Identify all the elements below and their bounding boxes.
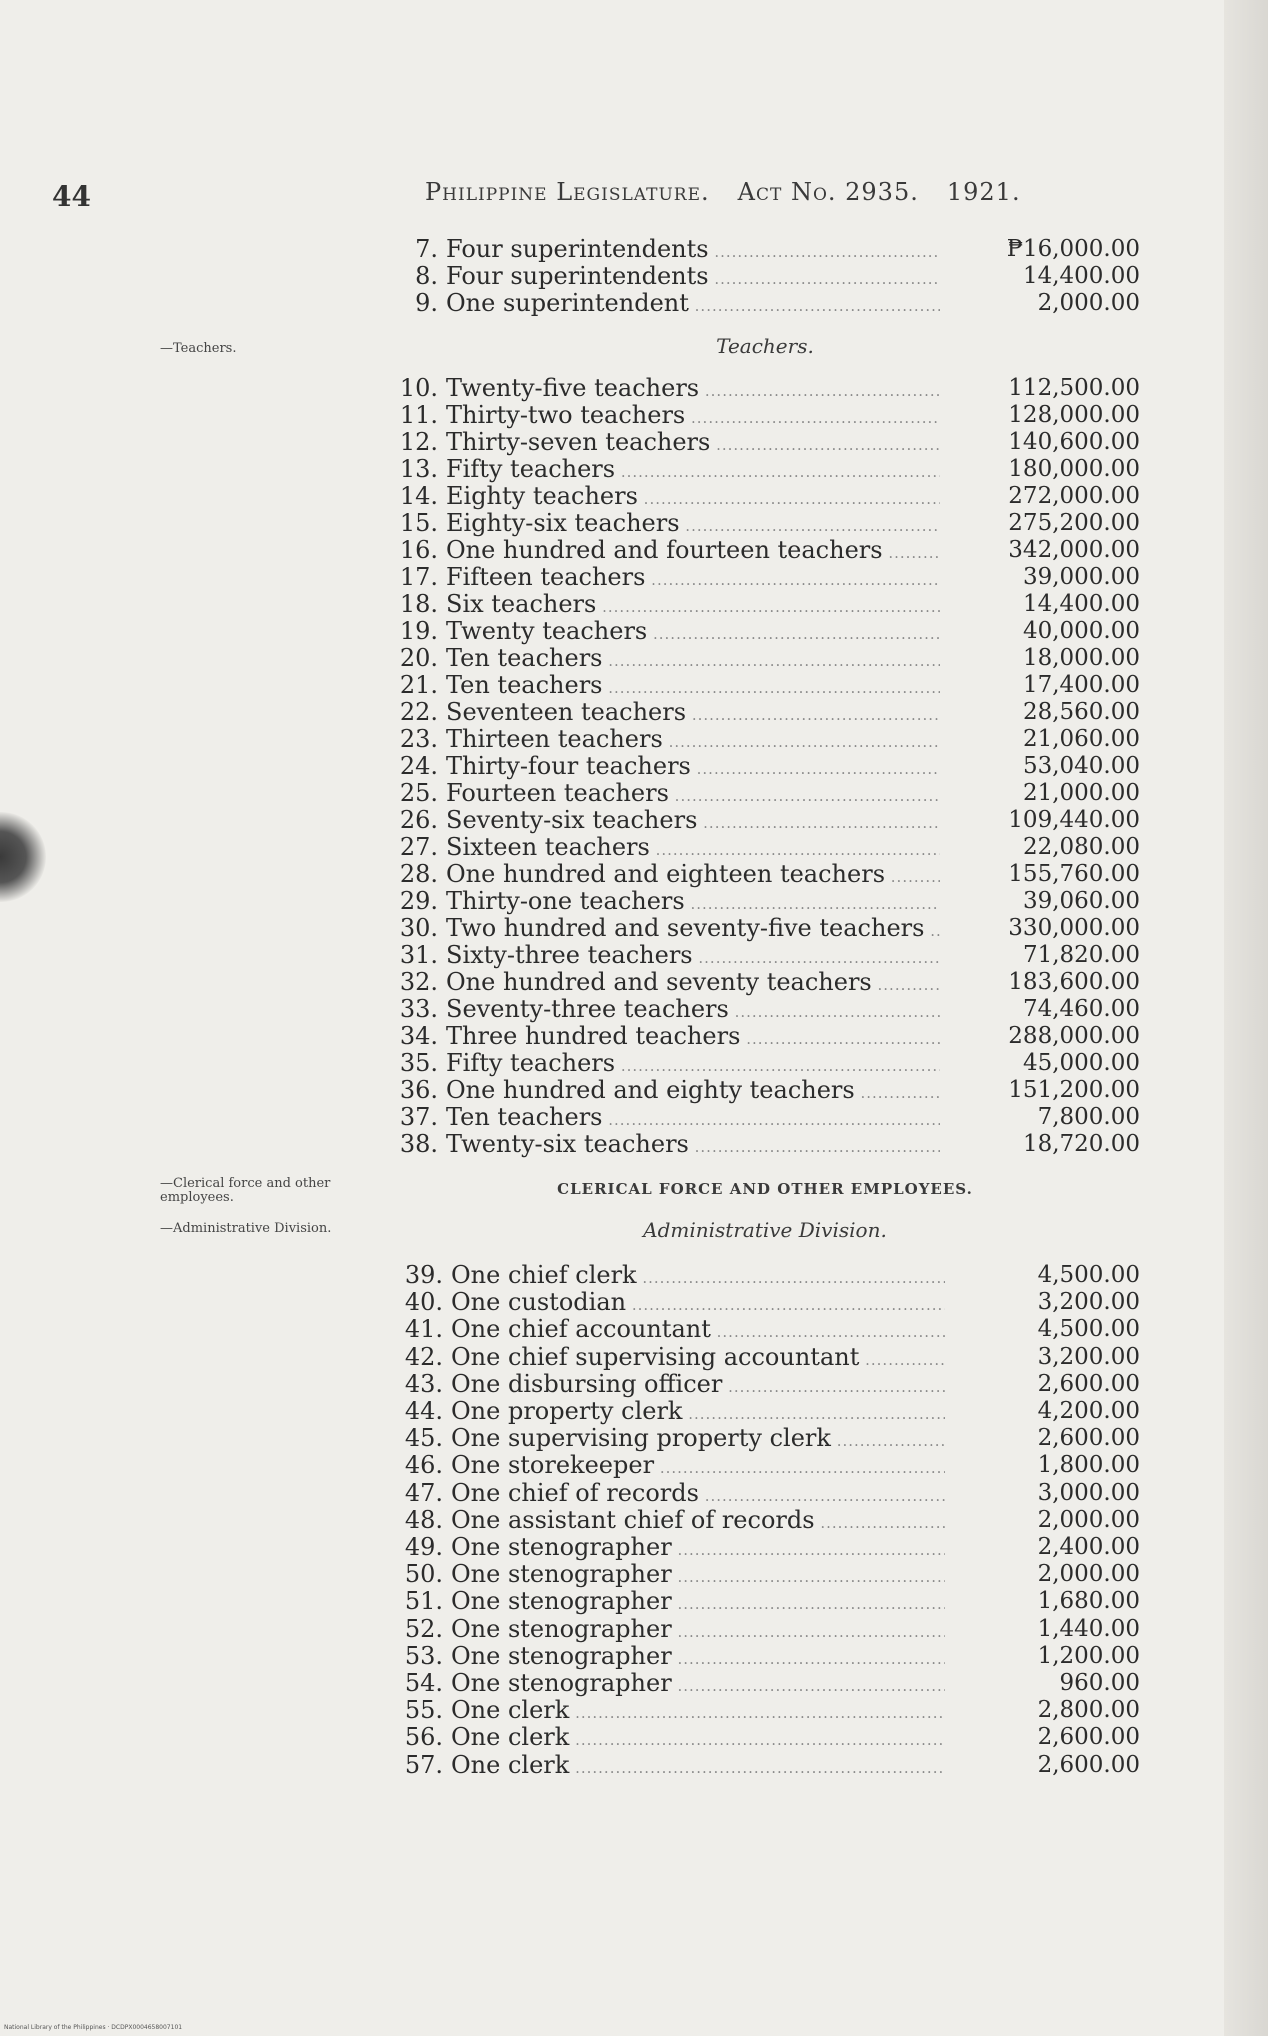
list-item — [390, 290, 1140, 317]
item-number: 39. — [404, 1261, 443, 1289]
item-description: Thirty-two teachers ..... — [446, 402, 940, 432]
item-number: 44. — [404, 1397, 443, 1425]
list-item — [390, 1023, 1140, 1050]
list-item — [390, 861, 1140, 888]
item-amount: 7,800.00 — [1037, 1104, 1140, 1130]
list-item — [390, 942, 1140, 969]
item-amount: 112,500.00 — [1008, 375, 1140, 401]
list-item — [395, 1398, 1145, 1425]
thumb-smudge — [0, 812, 46, 902]
list-item — [390, 483, 1140, 510]
list-item — [390, 537, 1140, 564]
item-description: Eighty teachers ..... — [446, 483, 940, 513]
item-description: Ten teachers ..... — [446, 645, 940, 675]
item-number: 8. — [415, 262, 438, 290]
list-item — [395, 1425, 1145, 1452]
item-description: One stenographer ..... — [451, 1643, 945, 1673]
item-amount: 2,600.00 — [1037, 1751, 1140, 1778]
item-description: Thirty-four teachers ..... — [446, 753, 940, 783]
list-item — [395, 1289, 1145, 1316]
item-number: 43. — [404, 1369, 443, 1398]
item-description: Eighty-six teachers ..... — [446, 510, 940, 540]
item-amount: 140,600.00 — [1008, 429, 1140, 455]
item-description: One stenographer ..... — [451, 1534, 945, 1564]
item-amount: 1,440.00 — [1037, 1615, 1140, 1642]
item-number: 33. — [399, 995, 438, 1023]
list-item — [395, 1616, 1145, 1643]
item-amount: 2,000.00 — [1037, 1561, 1140, 1588]
item-number: 22. — [399, 698, 438, 726]
page-number: 44 — [52, 180, 91, 213]
act-number: Act No. 2935. — [737, 178, 919, 206]
item-amount: 22,080.00 — [1022, 834, 1140, 860]
list-item — [390, 1077, 1140, 1104]
item-description: One clerk ..... — [451, 1724, 945, 1754]
list-item — [390, 915, 1140, 942]
list-item — [390, 510, 1140, 537]
list-item — [390, 1131, 1140, 1158]
item-amount: 14,400.00 — [1022, 591, 1140, 617]
item-number: 18. — [399, 590, 438, 618]
item-description: One stenographer ..... — [451, 1670, 945, 1700]
item-number: 17. — [399, 563, 438, 591]
item-amount: ₱16,000.00 — [1006, 236, 1140, 262]
item-description: Six teachers ..... — [446, 591, 940, 621]
list-item — [390, 1104, 1140, 1131]
item-description: One hundred and fourteen teachers ..... — [446, 537, 940, 567]
item-amount: 28,560.00 — [1022, 699, 1140, 725]
list-item — [395, 1534, 1145, 1561]
list-item — [395, 1752, 1145, 1779]
item-amount: 151,200.00 — [1008, 1077, 1140, 1103]
item-description: One chief accountant ..... — [451, 1316, 945, 1346]
item-description: One chief clerk ..... — [451, 1262, 945, 1292]
item-amount: 4,500.00 — [1037, 1262, 1140, 1288]
item-description: One disbursing officer ..... — [451, 1371, 945, 1401]
list-item — [390, 645, 1140, 672]
item-number: 26. — [399, 806, 438, 834]
item-amount: 18,000.00 — [1022, 645, 1140, 671]
item-description: Two hundred and seventy-five teachers ..... — [446, 915, 940, 945]
item-number: 51. — [404, 1587, 443, 1616]
item-description: One hundred and eighty teachers ..... — [446, 1077, 940, 1107]
item-amount: 3,200.00 — [1037, 1289, 1140, 1316]
item-amount: 330,000.00 — [1008, 915, 1140, 941]
item-amount: 1,680.00 — [1037, 1588, 1140, 1615]
item-number: 35. — [399, 1049, 438, 1077]
item-amount: 2,600.00 — [1037, 1425, 1140, 1452]
item-description: Ten teachers ..... — [446, 672, 940, 702]
item-amount: 1,200.00 — [1037, 1642, 1140, 1669]
item-description: Three hundred teachers ..... — [446, 1023, 940, 1053]
item-number: 36. — [399, 1076, 438, 1104]
item-amount: 183,600.00 — [1008, 969, 1140, 995]
item-amount: 2,600.00 — [1037, 1370, 1140, 1397]
list-item — [395, 1262, 1145, 1289]
item-amount: 18,720.00 — [1022, 1131, 1140, 1157]
item-description: One custodian ..... — [451, 1289, 945, 1319]
footer-credit: National Library of the Philippines · DCDPX0004658007101 — [4, 2024, 183, 2031]
item-number: 42. — [404, 1342, 443, 1371]
item-description: One chief of records ..... — [451, 1480, 945, 1510]
item-description: One hundred and seventy teachers ..... — [446, 969, 940, 999]
list-item — [390, 672, 1140, 699]
item-amount: 2,800.00 — [1037, 1697, 1140, 1724]
item-number: 20. — [399, 644, 438, 672]
item-number: 40. — [404, 1288, 443, 1317]
list-item — [390, 456, 1140, 483]
item-number: 37. — [399, 1103, 438, 1131]
list-item — [390, 969, 1140, 996]
item-number: 30. — [399, 914, 438, 942]
item-number: 45. — [404, 1424, 443, 1453]
item-description: Four superintendents ..... — [446, 263, 940, 293]
list-item — [390, 236, 1140, 263]
item-number: 13. — [399, 455, 438, 483]
item-description: One clerk ..... — [451, 1752, 945, 1782]
item-description: Thirty-one teachers ..... — [446, 888, 940, 918]
list-item — [395, 1588, 1145, 1615]
item-description: Sixteen teachers ..... — [446, 834, 940, 864]
section-title-administrative: Administrative Division. — [643, 1218, 887, 1242]
item-amount: 4,200.00 — [1037, 1398, 1140, 1424]
item-amount: 17,400.00 — [1022, 672, 1140, 698]
item-amount: 45,000.00 — [1022, 1050, 1140, 1076]
item-description: Fifty teachers ..... — [446, 1050, 940, 1080]
page-edge-shadow — [1224, 0, 1268, 2036]
item-description: Seventy-six teachers ..... — [446, 807, 940, 837]
item-amount: 2,000.00 — [1037, 290, 1140, 316]
item-amount: 272,000.00 — [1008, 483, 1140, 509]
item-amount: 128,000.00 — [1008, 402, 1140, 428]
item-amount: 3,000.00 — [1037, 1479, 1140, 1506]
item-number: 56. — [404, 1723, 443, 1752]
item-amount: 155,760.00 — [1008, 861, 1140, 887]
item-number: 57. — [404, 1750, 443, 1779]
item-description: One clerk ..... — [451, 1697, 945, 1727]
item-amount: 21,000.00 — [1022, 780, 1140, 806]
item-description: Sixty-three teachers ..... — [446, 942, 940, 972]
item-number: 53. — [404, 1641, 443, 1670]
item-number: 41. — [404, 1315, 443, 1344]
list-item — [395, 1561, 1145, 1588]
item-amount: 40,000.00 — [1022, 618, 1140, 644]
list-item — [390, 564, 1140, 591]
list-item — [390, 834, 1140, 861]
item-number: 16. — [399, 536, 438, 564]
item-description: Fifteen teachers ..... — [446, 564, 940, 594]
list-item — [390, 753, 1140, 780]
item-description: One assistant chief of records ..... — [451, 1507, 945, 1537]
item-amount: 2,000.00 — [1037, 1506, 1140, 1533]
item-description: One stenographer ..... — [451, 1588, 945, 1618]
item-description: Thirty-seven teachers ..... — [446, 429, 940, 459]
list-item — [390, 375, 1140, 402]
list-item — [395, 1724, 1145, 1751]
item-number: 50. — [404, 1560, 443, 1589]
item-number: 28. — [399, 860, 438, 888]
list-item — [395, 1452, 1145, 1479]
item-number: 15. — [399, 509, 438, 537]
list-item — [395, 1507, 1145, 1534]
item-description: Four superintendents ..... — [446, 236, 940, 266]
list-item — [390, 726, 1140, 753]
margin-note-teachers: —Teachers. — [160, 341, 237, 356]
list-item — [390, 591, 1140, 618]
list-item — [390, 996, 1140, 1023]
item-amount: 4,500.00 — [1037, 1316, 1140, 1343]
item-description: One property clerk ..... — [451, 1398, 945, 1428]
list-item — [395, 1643, 1145, 1670]
item-number: 54. — [404, 1669, 443, 1697]
item-number: 10. — [399, 374, 438, 402]
item-number: 27. — [399, 833, 438, 861]
item-number: 25. — [399, 779, 438, 807]
item-number: 47. — [404, 1478, 443, 1507]
list-item — [390, 807, 1140, 834]
item-description: Twenty-six teachers ..... — [446, 1131, 940, 1161]
item-amount: 960.00 — [1059, 1670, 1140, 1696]
list-item — [395, 1480, 1145, 1507]
list-item — [395, 1697, 1145, 1724]
item-description: Fifty teachers ..... — [446, 456, 940, 486]
margin-note-clerical: —Clerical force and other employees. — [160, 1176, 331, 1205]
item-amount: 288,000.00 — [1008, 1023, 1140, 1049]
item-description: One stenographer ..... — [451, 1616, 945, 1646]
item-description: Seventeen teachers ..... — [446, 699, 940, 729]
item-description: One superintendent ..... — [446, 290, 940, 320]
item-description: One supervising property clerk ..... — [451, 1425, 945, 1455]
item-number: 19. — [399, 617, 438, 645]
item-description: Seventy-three teachers ..... — [446, 996, 940, 1026]
list-item — [395, 1316, 1145, 1343]
item-number: 34. — [399, 1022, 438, 1050]
section-title-clerical: CLERICAL FORCE AND OTHER EMPLOYEES. — [557, 1180, 973, 1198]
item-amount: 275,200.00 — [1008, 510, 1140, 536]
item-amount: 39,000.00 — [1022, 564, 1140, 590]
item-amount: 21,060.00 — [1022, 726, 1140, 752]
list-item — [390, 699, 1140, 726]
item-description: One stenographer ..... — [451, 1561, 945, 1591]
list-item — [390, 1050, 1140, 1077]
list-item — [390, 780, 1140, 807]
list-item — [390, 429, 1140, 456]
item-description: Thirteen teachers ..... — [446, 726, 940, 756]
item-amount: 2,400.00 — [1037, 1534, 1140, 1560]
item-description: One hundred and eighteen teachers ..... — [446, 861, 940, 891]
item-amount: 342,000.00 — [1008, 537, 1140, 563]
list-item — [390, 402, 1140, 429]
item-amount: 2,600.00 — [1037, 1724, 1140, 1751]
section-title-teachers: Teachers. — [716, 334, 814, 358]
margin-note-administrative: —Administrative Division. — [160, 1221, 332, 1236]
item-amount: 109,440.00 — [1008, 807, 1140, 833]
item-number: 21. — [399, 671, 438, 699]
item-amount: 3,200.00 — [1037, 1343, 1140, 1370]
item-number: 32. — [399, 968, 438, 996]
item-number: 9. — [415, 289, 438, 317]
item-amount: 74,460.00 — [1022, 996, 1140, 1022]
item-description: Twenty-five teachers ..... — [446, 375, 940, 405]
item-amount: 180,000.00 — [1008, 456, 1140, 482]
year: 1921. — [946, 178, 1021, 206]
item-amount: 71,820.00 — [1022, 942, 1140, 968]
item-number: 14. — [399, 482, 438, 510]
item-amount: 39,060.00 — [1022, 888, 1140, 914]
list-item — [395, 1371, 1145, 1398]
list-item — [390, 618, 1140, 645]
item-description: Ten teachers ..... — [446, 1104, 940, 1134]
item-number: 7. — [415, 235, 438, 263]
item-number: 12. — [399, 428, 438, 456]
item-description: Fourteen teachers ..... — [446, 780, 940, 810]
item-number: 49. — [404, 1533, 443, 1561]
running-title: Philippine Legislature. — [425, 178, 710, 206]
item-number: 55. — [404, 1696, 443, 1725]
item-number: 23. — [399, 725, 438, 753]
item-amount: 53,040.00 — [1022, 753, 1140, 779]
item-amount: 1,800.00 — [1037, 1452, 1140, 1479]
item-number: 46. — [404, 1451, 443, 1480]
item-number: 38. — [399, 1130, 438, 1158]
item-number: 48. — [404, 1505, 443, 1534]
list-item — [395, 1344, 1145, 1371]
item-number: 11. — [399, 401, 438, 429]
running-head — [425, 178, 1021, 206]
item-description: One storekeeper ..... — [451, 1452, 945, 1482]
item-description: One chief supervising accountant ..... — [451, 1344, 945, 1374]
item-number: 24. — [399, 752, 438, 780]
item-amount: 14,400.00 — [1022, 263, 1140, 289]
item-description: Twenty teachers ..... — [446, 618, 940, 648]
list-item — [390, 888, 1140, 915]
list-item — [390, 263, 1140, 290]
item-number: 31. — [399, 941, 438, 969]
item-number: 29. — [399, 887, 438, 915]
list-item — [395, 1670, 1145, 1697]
item-number: 52. — [404, 1614, 443, 1643]
